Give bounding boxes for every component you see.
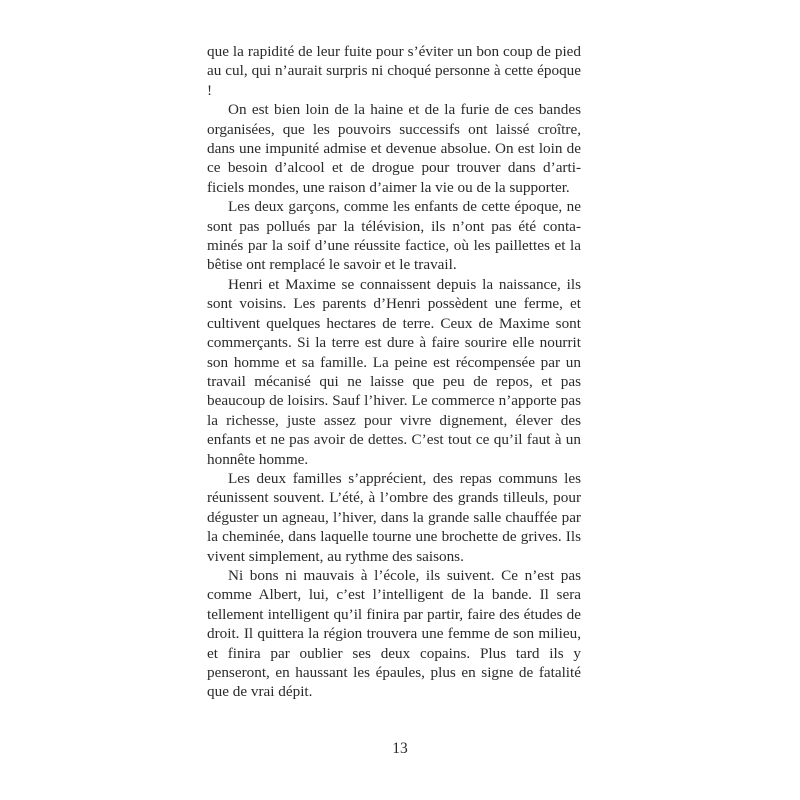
paragraph-2: On est bien loin de la haine et de la furie de ces bandes organisées, que les pouvoirs successifs ont laissé croître, dans une impunité admise et devenue absolue. On est loin de ce besoin d’alcool et de drogue pour trouver dans d’artificiels mondes, une raison d’aimer la vie ou de la supporter. — [207, 101, 581, 196]
paragraph-4: Henri et Maxime se connaissent depuis la naissance, ils sont voisins. Les parents d’Henri possèdent une ferme, et cultivent quelques hectares de terre. Ceux de Maxime sont commerçants. Si la terre est dure à faire sourire elle nourrit son homme et sa famille. La peine est récompensée par un travail mécanisé qui ne laisse que peu de repos, et pas beaucoup de loisirs. Sauf l’hiver. Le commerce n’apporte pas la richesse, juste assez pour vivre dignement, élever des enfants et ne pas avoir de dettes. C’est tout ce qu’il faut à un honnête homme. — [207, 275, 581, 468]
page-number: 13 — [392, 740, 408, 757]
paragraph-6: Ni bons ni mauvais à l’école, ils suivent. Ce n’est pas comme Albert, lui, c’est l’intelligent de la bande. Il sera tellement intelligent qu’il finira par partir, faire des études de droit. Il quittera la région trouvera une femme de son milieu, et finira par oublier ses deux copains. Plus tard ils y penseront, en haussant les épaules, plus en signe de fatalité que de vrai dépit. — [207, 566, 581, 701]
paragraph-3: Les deux garçons, comme les enfants de cette époque, ne sont pas pollués par la télévision, ils n’ont pas été contaminés par la soif d’une réussite factice, où les paillettes et la bêtise ont remplacé le savoir et le travail. — [207, 198, 581, 274]
paragraph-5: Les deux familles s’apprécient, des repas communs les réunissent souvent. L’été, à l’ombre des grands tilleuls, pour déguster un agneau, l’hiver, dans la grande salle chauffée par la cheminée, dans laquelle tourne une brochette de grives. Ils vivent simplement, au rythme des saisons. — [207, 469, 581, 565]
paragraph-1: que la rapidité de leur fuite pour s’éviter un bon coup de pied au cul, qui n’aurait surpris ni choqué personne à cette époque ! — [207, 43, 581, 99]
body-text — [207, 42, 581, 702]
